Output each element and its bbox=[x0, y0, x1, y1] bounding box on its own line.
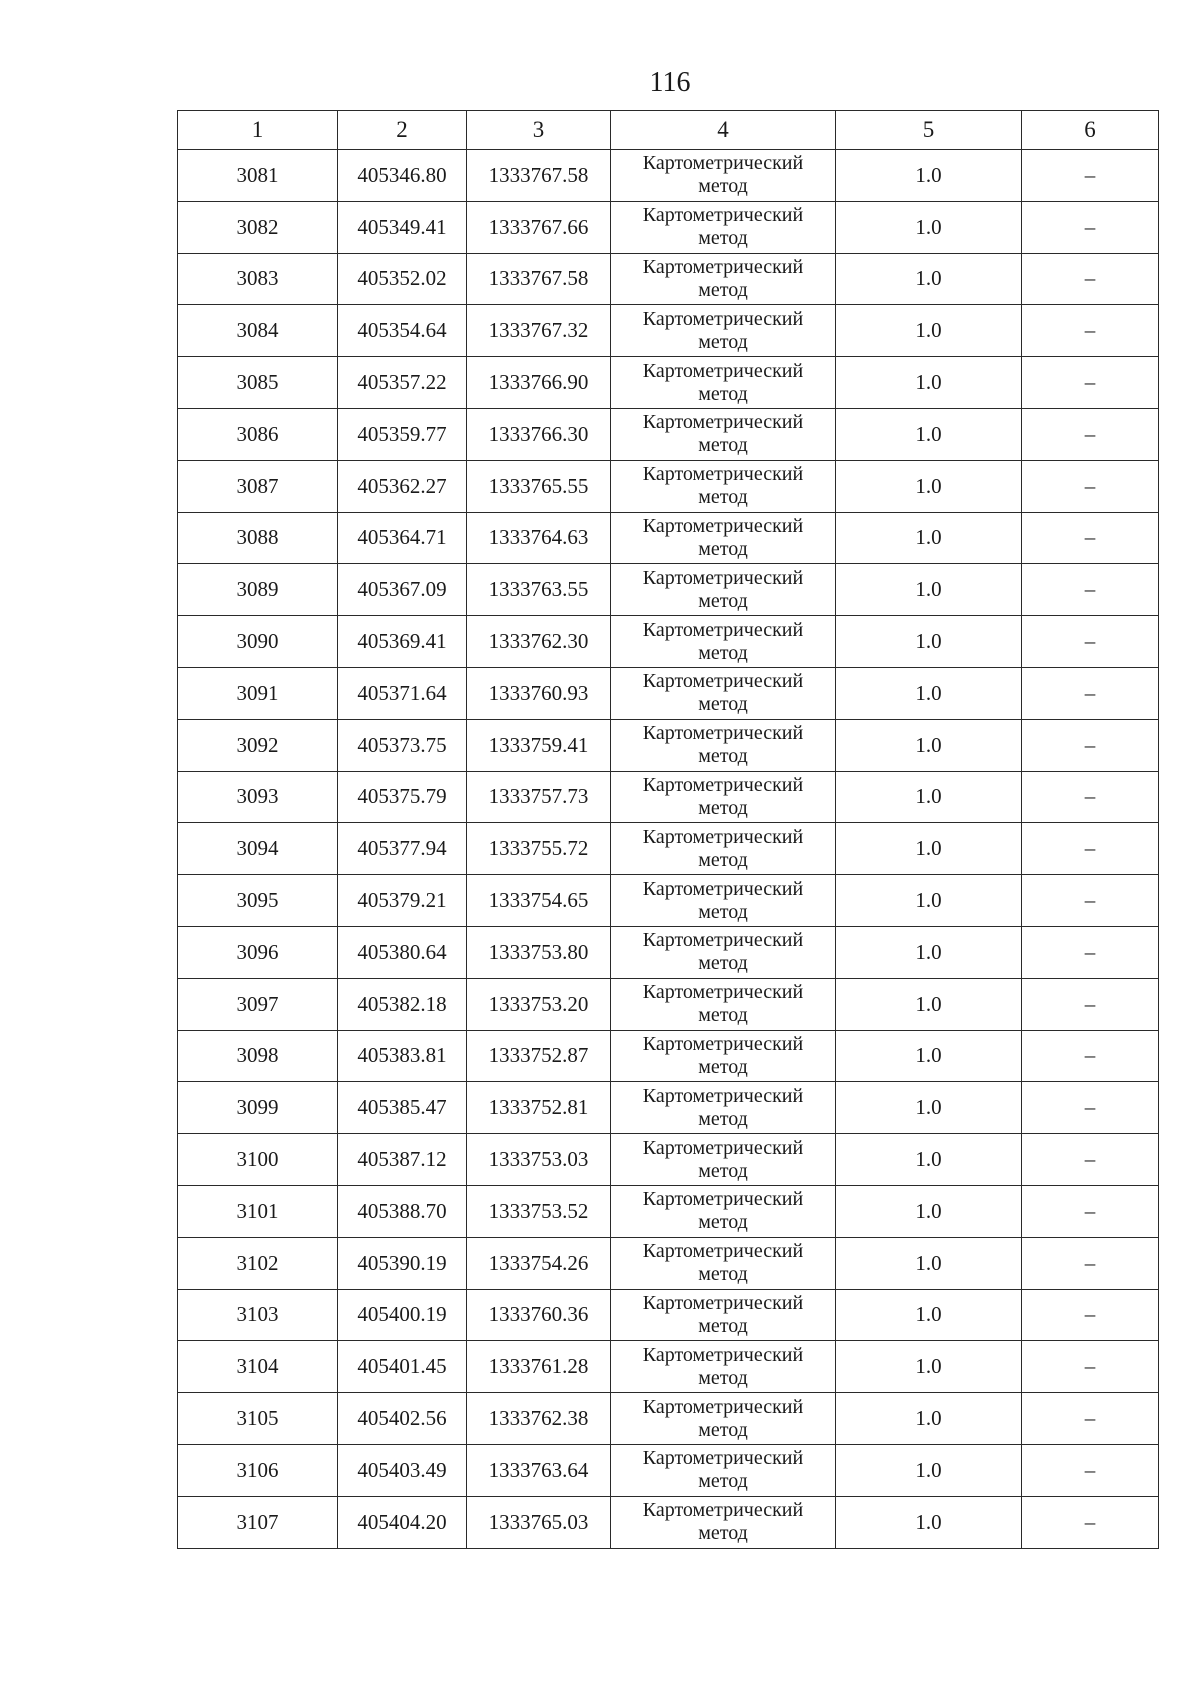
y-coordinate-cell: 1333752.81 bbox=[467, 1082, 611, 1134]
note-cell: – bbox=[1022, 201, 1159, 253]
y-coordinate-cell: 1333765.03 bbox=[467, 1496, 611, 1548]
method-line-2: метод bbox=[698, 175, 748, 198]
accuracy-cell: 1.0 bbox=[836, 771, 1022, 823]
x-coordinate-cell: 405400.19 bbox=[338, 1289, 467, 1341]
table-row bbox=[178, 875, 1159, 927]
x-coordinate-cell: 405352.02 bbox=[338, 253, 467, 305]
y-coordinate-cell: 1333753.20 bbox=[467, 978, 611, 1030]
y-coordinate-cell: 1333765.55 bbox=[467, 460, 611, 512]
accuracy-cell: 1.0 bbox=[836, 1341, 1022, 1393]
note-cell: – bbox=[1022, 875, 1159, 927]
method-line-1: Картометрический bbox=[642, 618, 804, 641]
method-cell bbox=[611, 1393, 836, 1445]
accuracy-cell: 1.0 bbox=[836, 719, 1022, 771]
method-line-2: метод bbox=[698, 227, 748, 250]
table-row bbox=[178, 305, 1159, 357]
method-line-1: Картометрический bbox=[642, 825, 804, 848]
method-line-1: Картометрический bbox=[642, 773, 804, 796]
table-row bbox=[178, 823, 1159, 875]
method-cell bbox=[611, 1185, 836, 1237]
y-coordinate-cell: 1333766.90 bbox=[467, 357, 611, 409]
point-number-cell: 3098 bbox=[178, 1030, 338, 1082]
accuracy-cell: 1.0 bbox=[836, 564, 1022, 616]
method-cell bbox=[611, 823, 836, 875]
point-number-cell: 3090 bbox=[178, 616, 338, 668]
point-number-cell: 3095 bbox=[178, 875, 338, 927]
note-cell: – bbox=[1022, 1030, 1159, 1082]
accuracy-cell: 1.0 bbox=[836, 1289, 1022, 1341]
table-row bbox=[178, 1237, 1159, 1289]
method-line-1: Картометрический bbox=[642, 981, 804, 1004]
point-number-cell: 3086 bbox=[178, 408, 338, 460]
method-line-1: Картометрический bbox=[642, 1291, 804, 1314]
method-cell bbox=[611, 1496, 836, 1548]
column-header-4: 4 bbox=[611, 111, 836, 150]
y-coordinate-cell: 1333764.63 bbox=[467, 512, 611, 564]
y-coordinate-cell: 1333754.65 bbox=[467, 875, 611, 927]
point-number-cell: 3092 bbox=[178, 719, 338, 771]
method-line-2: метод bbox=[698, 1211, 748, 1234]
method-line-1: Картометрический bbox=[642, 1032, 804, 1055]
accuracy-cell: 1.0 bbox=[836, 512, 1022, 564]
table-row bbox=[178, 1393, 1159, 1445]
y-coordinate-cell: 1333760.93 bbox=[467, 667, 611, 719]
note-cell: – bbox=[1022, 253, 1159, 305]
x-coordinate-cell: 405371.64 bbox=[338, 667, 467, 719]
note-cell: – bbox=[1022, 460, 1159, 512]
y-coordinate-cell: 1333762.30 bbox=[467, 616, 611, 668]
accuracy-cell: 1.0 bbox=[836, 616, 1022, 668]
x-coordinate-cell: 405385.47 bbox=[338, 1082, 467, 1134]
accuracy-cell: 1.0 bbox=[836, 1496, 1022, 1548]
y-coordinate-cell: 1333767.32 bbox=[467, 305, 611, 357]
point-number-cell: 3089 bbox=[178, 564, 338, 616]
method-line-2: метод bbox=[698, 486, 748, 509]
y-coordinate-cell: 1333759.41 bbox=[467, 719, 611, 771]
accuracy-cell: 1.0 bbox=[836, 978, 1022, 1030]
y-coordinate-cell: 1333767.58 bbox=[467, 150, 611, 202]
table-row bbox=[178, 1289, 1159, 1341]
method-line-2: метод bbox=[698, 1159, 748, 1182]
method-line-1: Картометрический bbox=[642, 1136, 804, 1159]
accuracy-cell: 1.0 bbox=[836, 201, 1022, 253]
note-cell: – bbox=[1022, 305, 1159, 357]
method-cell bbox=[611, 978, 836, 1030]
table-row bbox=[178, 460, 1159, 512]
y-coordinate-cell: 1333766.30 bbox=[467, 408, 611, 460]
point-number-cell: 3093 bbox=[178, 771, 338, 823]
table-row bbox=[178, 253, 1159, 305]
x-coordinate-cell: 405373.75 bbox=[338, 719, 467, 771]
table-body bbox=[178, 150, 1159, 1549]
table-row bbox=[178, 150, 1159, 202]
note-cell: – bbox=[1022, 1496, 1159, 1548]
point-number-cell: 3101 bbox=[178, 1185, 338, 1237]
note-cell: – bbox=[1022, 771, 1159, 823]
point-number-cell: 3105 bbox=[178, 1393, 338, 1445]
table-row bbox=[178, 771, 1159, 823]
column-header-6: 6 bbox=[1022, 111, 1159, 150]
column-header-2: 2 bbox=[338, 111, 467, 150]
method-line-2: метод bbox=[698, 1004, 748, 1027]
table-row bbox=[178, 667, 1159, 719]
accuracy-cell: 1.0 bbox=[836, 1134, 1022, 1186]
x-coordinate-cell: 405349.41 bbox=[338, 201, 467, 253]
y-coordinate-cell: 1333767.66 bbox=[467, 201, 611, 253]
table-row bbox=[178, 978, 1159, 1030]
method-line-1: Картометрический bbox=[642, 411, 804, 434]
x-coordinate-cell: 405359.77 bbox=[338, 408, 467, 460]
column-header-5: 5 bbox=[836, 111, 1022, 150]
x-coordinate-cell: 405382.18 bbox=[338, 978, 467, 1030]
method-line-2: метод bbox=[698, 1314, 748, 1337]
accuracy-cell: 1.0 bbox=[836, 150, 1022, 202]
note-cell: – bbox=[1022, 1444, 1159, 1496]
method-cell bbox=[611, 1444, 836, 1496]
method-cell bbox=[611, 1237, 836, 1289]
accuracy-cell: 1.0 bbox=[836, 1082, 1022, 1134]
method-cell bbox=[611, 926, 836, 978]
method-cell bbox=[611, 1289, 836, 1341]
note-cell: – bbox=[1022, 150, 1159, 202]
method-cell bbox=[611, 1134, 836, 1186]
point-number-cell: 3082 bbox=[178, 201, 338, 253]
y-coordinate-cell: 1333762.38 bbox=[467, 1393, 611, 1445]
method-line-1: Картометрический bbox=[642, 670, 804, 693]
point-number-cell: 3087 bbox=[178, 460, 338, 512]
x-coordinate-cell: 405403.49 bbox=[338, 1444, 467, 1496]
accuracy-cell: 1.0 bbox=[836, 926, 1022, 978]
method-cell bbox=[611, 564, 836, 616]
coordinates-table bbox=[177, 110, 1159, 1549]
method-line-1: Картометрический bbox=[642, 152, 804, 175]
x-coordinate-cell: 405375.79 bbox=[338, 771, 467, 823]
note-cell: – bbox=[1022, 357, 1159, 409]
method-line-2: метод bbox=[698, 589, 748, 612]
point-number-cell: 3094 bbox=[178, 823, 338, 875]
method-line-1: Картометрический bbox=[642, 1499, 804, 1522]
method-line-2: метод bbox=[698, 693, 748, 716]
method-line-1: Картометрический bbox=[642, 359, 804, 382]
accuracy-cell: 1.0 bbox=[836, 253, 1022, 305]
note-cell: – bbox=[1022, 512, 1159, 564]
method-line-2: метод bbox=[698, 1366, 748, 1389]
method-cell bbox=[611, 512, 836, 564]
note-cell: – bbox=[1022, 719, 1159, 771]
note-cell: – bbox=[1022, 1134, 1159, 1186]
method-line-1: Картометрический bbox=[642, 1395, 804, 1418]
accuracy-cell: 1.0 bbox=[836, 1393, 1022, 1445]
method-line-1: Картометрический bbox=[642, 722, 804, 745]
point-number-cell: 3103 bbox=[178, 1289, 338, 1341]
point-number-cell: 3097 bbox=[178, 978, 338, 1030]
column-header-1: 1 bbox=[178, 111, 338, 150]
method-line-1: Картометрический bbox=[642, 204, 804, 227]
accuracy-cell: 1.0 bbox=[836, 460, 1022, 512]
accuracy-cell: 1.0 bbox=[836, 305, 1022, 357]
x-coordinate-cell: 405402.56 bbox=[338, 1393, 467, 1445]
method-cell bbox=[611, 408, 836, 460]
method-line-1: Картометрический bbox=[642, 1447, 804, 1470]
method-cell bbox=[611, 150, 836, 202]
method-cell bbox=[611, 201, 836, 253]
point-number-cell: 3081 bbox=[178, 150, 338, 202]
method-line-1: Картометрический bbox=[642, 929, 804, 952]
method-cell bbox=[611, 460, 836, 512]
note-cell: – bbox=[1022, 823, 1159, 875]
point-number-cell: 3083 bbox=[178, 253, 338, 305]
method-line-2: метод bbox=[698, 952, 748, 975]
table-row bbox=[178, 357, 1159, 409]
accuracy-cell: 1.0 bbox=[836, 1030, 1022, 1082]
note-cell: – bbox=[1022, 1341, 1159, 1393]
note-cell: – bbox=[1022, 1237, 1159, 1289]
method-cell bbox=[611, 1030, 836, 1082]
method-line-2: метод bbox=[698, 745, 748, 768]
point-number-cell: 3104 bbox=[178, 1341, 338, 1393]
method-cell bbox=[611, 719, 836, 771]
x-coordinate-cell: 405362.27 bbox=[338, 460, 467, 512]
note-cell: – bbox=[1022, 667, 1159, 719]
method-line-2: метод bbox=[698, 278, 748, 301]
method-line-1: Картометрический bbox=[642, 877, 804, 900]
note-cell: – bbox=[1022, 1289, 1159, 1341]
method-cell bbox=[611, 1082, 836, 1134]
note-cell: – bbox=[1022, 1393, 1159, 1445]
accuracy-cell: 1.0 bbox=[836, 823, 1022, 875]
method-line-2: метод bbox=[698, 848, 748, 871]
accuracy-cell: 1.0 bbox=[836, 1444, 1022, 1496]
method-line-1: Картометрический bbox=[642, 1343, 804, 1366]
accuracy-cell: 1.0 bbox=[836, 1237, 1022, 1289]
point-number-cell: 3099 bbox=[178, 1082, 338, 1134]
method-cell bbox=[611, 253, 836, 305]
x-coordinate-cell: 405387.12 bbox=[338, 1134, 467, 1186]
method-cell bbox=[611, 357, 836, 409]
y-coordinate-cell: 1333753.52 bbox=[467, 1185, 611, 1237]
x-coordinate-cell: 405388.70 bbox=[338, 1185, 467, 1237]
table-row bbox=[178, 512, 1159, 564]
method-line-2: метод bbox=[698, 1470, 748, 1493]
page-number: 116 bbox=[649, 67, 691, 98]
table-row bbox=[178, 1185, 1159, 1237]
method-line-1: Картометрический bbox=[642, 255, 804, 278]
x-coordinate-cell: 405357.22 bbox=[338, 357, 467, 409]
method-line-1: Картометрический bbox=[642, 514, 804, 537]
point-number-cell: 3096 bbox=[178, 926, 338, 978]
method-cell bbox=[611, 305, 836, 357]
note-cell: – bbox=[1022, 1082, 1159, 1134]
point-number-cell: 3088 bbox=[178, 512, 338, 564]
method-line-2: метод bbox=[698, 330, 748, 353]
table-row bbox=[178, 1341, 1159, 1393]
table-row bbox=[178, 1030, 1159, 1082]
method-line-2: метод bbox=[698, 1263, 748, 1286]
table-row bbox=[178, 1134, 1159, 1186]
table-header-row bbox=[178, 111, 1159, 150]
method-cell bbox=[611, 616, 836, 668]
method-line-1: Картометрический bbox=[642, 1084, 804, 1107]
x-coordinate-cell: 405383.81 bbox=[338, 1030, 467, 1082]
y-coordinate-cell: 1333761.28 bbox=[467, 1341, 611, 1393]
y-coordinate-cell: 1333753.80 bbox=[467, 926, 611, 978]
y-coordinate-cell: 1333763.64 bbox=[467, 1444, 611, 1496]
x-coordinate-cell: 405380.64 bbox=[338, 926, 467, 978]
table-row bbox=[178, 1444, 1159, 1496]
y-coordinate-cell: 1333752.87 bbox=[467, 1030, 611, 1082]
method-line-2: метод bbox=[698, 537, 748, 560]
x-coordinate-cell: 405401.45 bbox=[338, 1341, 467, 1393]
method-line-2: метод bbox=[698, 1107, 748, 1130]
note-cell: – bbox=[1022, 616, 1159, 668]
note-cell: – bbox=[1022, 1185, 1159, 1237]
method-line-2: метод bbox=[698, 1418, 748, 1441]
table-row bbox=[178, 616, 1159, 668]
point-number-cell: 3091 bbox=[178, 667, 338, 719]
x-coordinate-cell: 405346.80 bbox=[338, 150, 467, 202]
table-row bbox=[178, 1496, 1159, 1548]
accuracy-cell: 1.0 bbox=[836, 357, 1022, 409]
method-line-2: метод bbox=[698, 796, 748, 819]
point-number-cell: 3100 bbox=[178, 1134, 338, 1186]
y-coordinate-cell: 1333754.26 bbox=[467, 1237, 611, 1289]
method-line-2: метод bbox=[698, 382, 748, 405]
point-number-cell: 3102 bbox=[178, 1237, 338, 1289]
table-row bbox=[178, 719, 1159, 771]
x-coordinate-cell: 405377.94 bbox=[338, 823, 467, 875]
y-coordinate-cell: 1333757.73 bbox=[467, 771, 611, 823]
table-row bbox=[178, 1082, 1159, 1134]
note-cell: – bbox=[1022, 564, 1159, 616]
point-number-cell: 3084 bbox=[178, 305, 338, 357]
method-line-1: Картометрический bbox=[642, 463, 804, 486]
note-cell: – bbox=[1022, 978, 1159, 1030]
column-header-3: 3 bbox=[467, 111, 611, 150]
method-line-2: метод bbox=[698, 434, 748, 457]
x-coordinate-cell: 405364.71 bbox=[338, 512, 467, 564]
x-coordinate-cell: 405379.21 bbox=[338, 875, 467, 927]
accuracy-cell: 1.0 bbox=[836, 667, 1022, 719]
method-cell bbox=[611, 875, 836, 927]
method-line-1: Картометрический bbox=[642, 307, 804, 330]
y-coordinate-cell: 1333755.72 bbox=[467, 823, 611, 875]
x-coordinate-cell: 405367.09 bbox=[338, 564, 467, 616]
accuracy-cell: 1.0 bbox=[836, 875, 1022, 927]
method-line-2: метод bbox=[698, 1055, 748, 1078]
method-line-1: Картометрический bbox=[642, 1188, 804, 1211]
note-cell: – bbox=[1022, 408, 1159, 460]
point-number-cell: 3085 bbox=[178, 357, 338, 409]
method-line-2: метод bbox=[698, 641, 748, 664]
method-cell bbox=[611, 771, 836, 823]
table-row bbox=[178, 408, 1159, 460]
table-row bbox=[178, 564, 1159, 616]
table-row bbox=[178, 201, 1159, 253]
point-number-cell: 3107 bbox=[178, 1496, 338, 1548]
x-coordinate-cell: 405369.41 bbox=[338, 616, 467, 668]
note-cell: – bbox=[1022, 926, 1159, 978]
method-line-1: Картометрический bbox=[642, 1240, 804, 1263]
x-coordinate-cell: 405404.20 bbox=[338, 1496, 467, 1548]
method-line-2: метод bbox=[698, 1522, 748, 1545]
y-coordinate-cell: 1333753.03 bbox=[467, 1134, 611, 1186]
accuracy-cell: 1.0 bbox=[836, 1185, 1022, 1237]
x-coordinate-cell: 405390.19 bbox=[338, 1237, 467, 1289]
point-number-cell: 3106 bbox=[178, 1444, 338, 1496]
y-coordinate-cell: 1333763.55 bbox=[467, 564, 611, 616]
method-cell bbox=[611, 1341, 836, 1393]
y-coordinate-cell: 1333760.36 bbox=[467, 1289, 611, 1341]
x-coordinate-cell: 405354.64 bbox=[338, 305, 467, 357]
method-line-2: метод bbox=[698, 900, 748, 923]
table-row bbox=[178, 926, 1159, 978]
method-line-1: Картометрический bbox=[642, 566, 804, 589]
method-cell bbox=[611, 667, 836, 719]
accuracy-cell: 1.0 bbox=[836, 408, 1022, 460]
y-coordinate-cell: 1333767.58 bbox=[467, 253, 611, 305]
